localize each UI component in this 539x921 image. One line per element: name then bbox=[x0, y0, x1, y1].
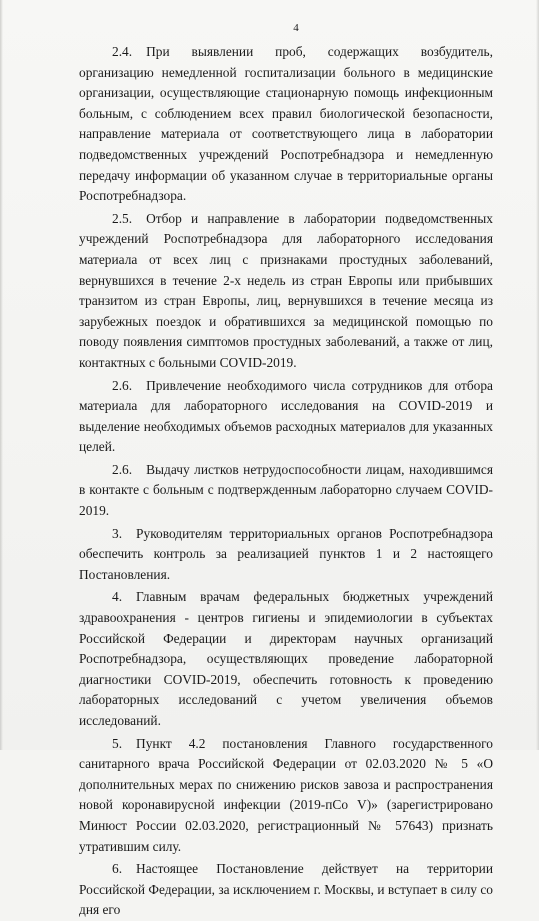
paragraph-number: 6. bbox=[112, 861, 123, 877]
paragraph-2-5 bbox=[79, 209, 493, 374]
paragraph-5 bbox=[79, 734, 493, 858]
paragraph-3 bbox=[79, 524, 493, 586]
paragraph-number: 2.4. bbox=[112, 44, 133, 59]
paragraph-number: 2.6. bbox=[112, 461, 133, 477]
paragraph-2-6-b bbox=[79, 460, 493, 522]
paragraph-text: Привлечение необходимого числа сотрудников для отбора материала для лабораторного исследования на COVID-2019 и выделение необходимых объемов расходных материалов для указанных целей. bbox=[79, 377, 493, 455]
paragraph-number: 5. bbox=[112, 735, 123, 751]
paragraph-6 bbox=[79, 859, 493, 921]
paragraph-2-6-a bbox=[79, 376, 493, 458]
paragraph-number: 2.6. bbox=[112, 377, 133, 393]
paragraph-text: При выявлении проб, содержащих возбудитель, организацию немедленной госпитализации больного в медицинские организации, осуществляющие стационарную помощь инфекционным больным, с соблюдением всех правил биологической безопасности, направление материала от соответствующего лица в лаборатории подведомственных учреждений Роспотребнадзора и немедленную передачу информации об указанном случае в территориальные органы Роспотребнадзора. bbox=[79, 44, 493, 204]
paragraph-text: Выдачу листков нетрудоспособности лицам, находившимся в контакте с больным с подтвержденным лабораторно случаем COVID-2019. bbox=[79, 461, 493, 519]
paragraph-text: Настоящее Постановление действует на территории Российской Федерации, за исключением г. Москвы, и вступает в силу со дня его bbox=[79, 861, 493, 918]
paragraph-4 bbox=[79, 587, 493, 731]
page-number: 4 bbox=[293, 22, 299, 34]
paragraph-text: Пункт 4.2 постановления Главного государственного санитарного врача Российской Федерации от 02.03.2020 № 5 «О дополнительных мерах по снижению рисков завоза и распространения новой коронавирусной инфекции (2019-пСо V)» (зарегистрировано Минюст России 02.03.2020, регистрационный № 57643) признать утратившим силу. bbox=[79, 735, 493, 854]
paragraph-number: 2.5. bbox=[112, 210, 133, 226]
paragraph-2-4 bbox=[79, 42, 493, 207]
scan-edge-left bbox=[0, 0, 3, 750]
paragraph-number: 4. bbox=[112, 589, 123, 605]
paragraph-text: Отбор и направление в лаборатории подведомственных учреждений Роспотребнадзора для лабораторного исследования материала от всех лиц с признаками простудных заболеваний, вернувшихся в течение 2-х недель из стран Европы или прибывших транзитом из стран Европы, лиц, вернувшихся в течение месяца из зарубежных поездок и обратившихся за медицинской помощью по поводу появления симптомов простудных заболеваний, а также от лиц, контактных с больными COVID-2019. bbox=[79, 210, 493, 370]
paragraph-number: 3. bbox=[112, 525, 123, 541]
paragraph-text: Главным врачам федеральных бюджетных учреждений здравоохранения - центров гигиены и эпидемиологии в субъектах Российской Федерации и директорам научных организаций Роспотребнадзора, осуществляющих проведение лабораторной диагностики COVID-2019, обеспечить готовность к проведению лабораторных исследований с учетом увеличения объемов исследований. bbox=[79, 589, 493, 728]
paragraph-text: Руководителям территориальных органов Роспотребнадзора обеспечить контроль за реализацией пунктов 1 и 2 настоящего Постановления. bbox=[79, 525, 493, 582]
